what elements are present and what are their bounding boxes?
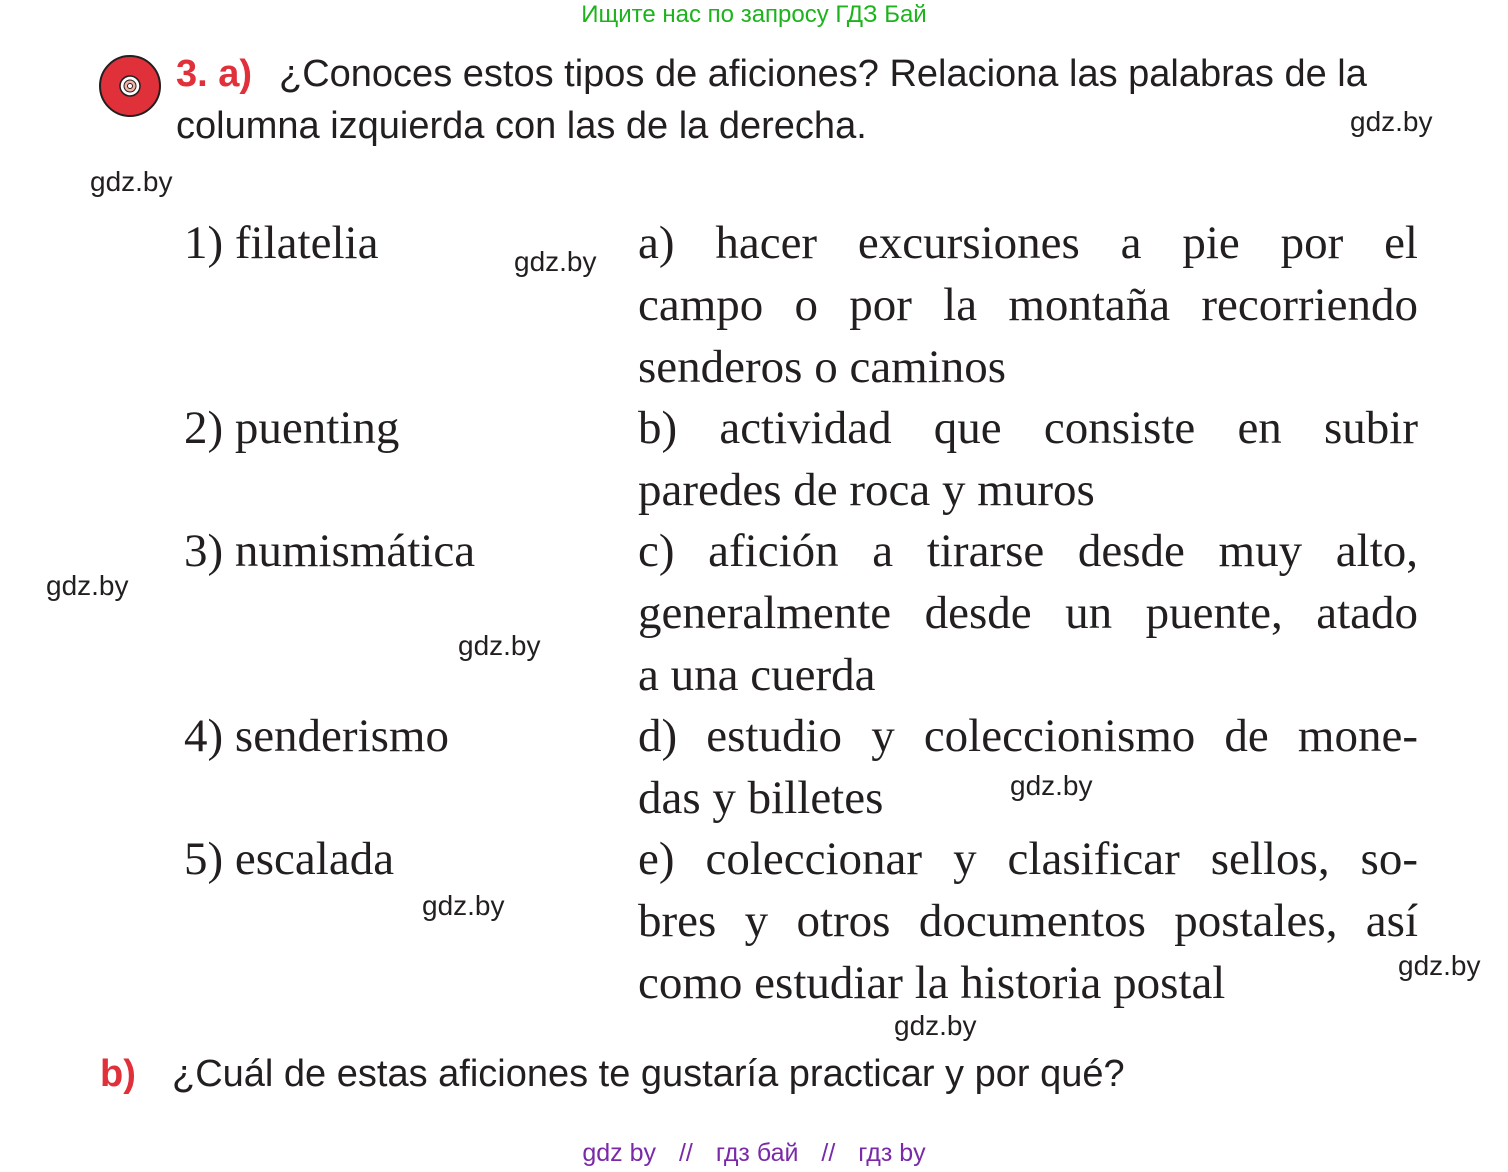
definition-line: como estudiar la historia postal (638, 957, 1226, 1009)
definition-line: a) hacer excursiones a pie por el (638, 217, 1418, 269)
definition-line: paredes de roca y muros (638, 464, 1095, 516)
watermark: gdz.by (46, 570, 129, 601)
definition-line: a una cuerda (638, 649, 876, 701)
exercise-number: 3. a) (176, 53, 253, 95)
definition-b (638, 397, 1418, 521)
part-b-marker: b) (100, 1053, 136, 1095)
footer-separator: // (821, 1139, 836, 1167)
term-escalada: 5) escalada (184, 833, 395, 885)
term-numismatica: 3) numismática (184, 525, 476, 577)
definition-line: das y billetes (638, 772, 884, 824)
footer-link[interactable]: гдз бай (715, 1139, 799, 1167)
definition-e (638, 828, 1418, 1014)
watermark: gdz.by (894, 1010, 977, 1041)
watermark: gdz.by (1350, 106, 1433, 137)
footer-link[interactable]: гдз by (858, 1139, 926, 1167)
definition-c (638, 520, 1418, 706)
top-banner: Ищите нас по запросу ГДЗ Бай (581, 1, 927, 28)
footer-link[interactable]: gdz by (582, 1139, 657, 1167)
exercise-prompt: ¿Conoces estos tipos de aficiones? Relaciona las palabras de la columna izquierda con las de la derecha. (176, 53, 1367, 147)
watermark: gdz.by (1010, 770, 1093, 801)
term-filatelia: 1) filatelia (184, 217, 379, 269)
watermark: gdz.by (90, 166, 173, 197)
watermark: gdz.by (422, 890, 505, 921)
watermark: gdz.by (514, 246, 597, 277)
footer-separator: // (678, 1139, 693, 1167)
definition-line: bres y otros documentos postales, así (638, 895, 1418, 947)
definition-line: campo o por la montaña recorriendo (638, 279, 1418, 331)
definition-line: generalmente desde un puente, atado (638, 587, 1418, 639)
definition-line: senderos o caminos (638, 341, 1007, 393)
watermark: gdz.by (458, 630, 541, 661)
definition-d (638, 705, 1418, 829)
definition-line: d) estudio y coleccionismo de mone- (638, 710, 1418, 762)
definition-a (638, 212, 1418, 398)
term-puenting: 2) puenting (184, 402, 400, 454)
part-b-question: ¿Cuál de estas aficiones te gustaría practicar y por qué? (172, 1053, 1125, 1095)
definition-line: c) afición a tirarse desde muy alto, (638, 525, 1418, 577)
footer (0, 1136, 1508, 1170)
definition-line: b) actividad que consiste en subir (638, 402, 1418, 454)
cd-audio-icon[interactable] (98, 54, 162, 118)
term-senderismo: 4) senderismo (184, 710, 449, 762)
definition-line: e) coleccionar y clasificar sellos, so- (638, 833, 1418, 885)
watermark: gdz.by (1398, 950, 1481, 981)
